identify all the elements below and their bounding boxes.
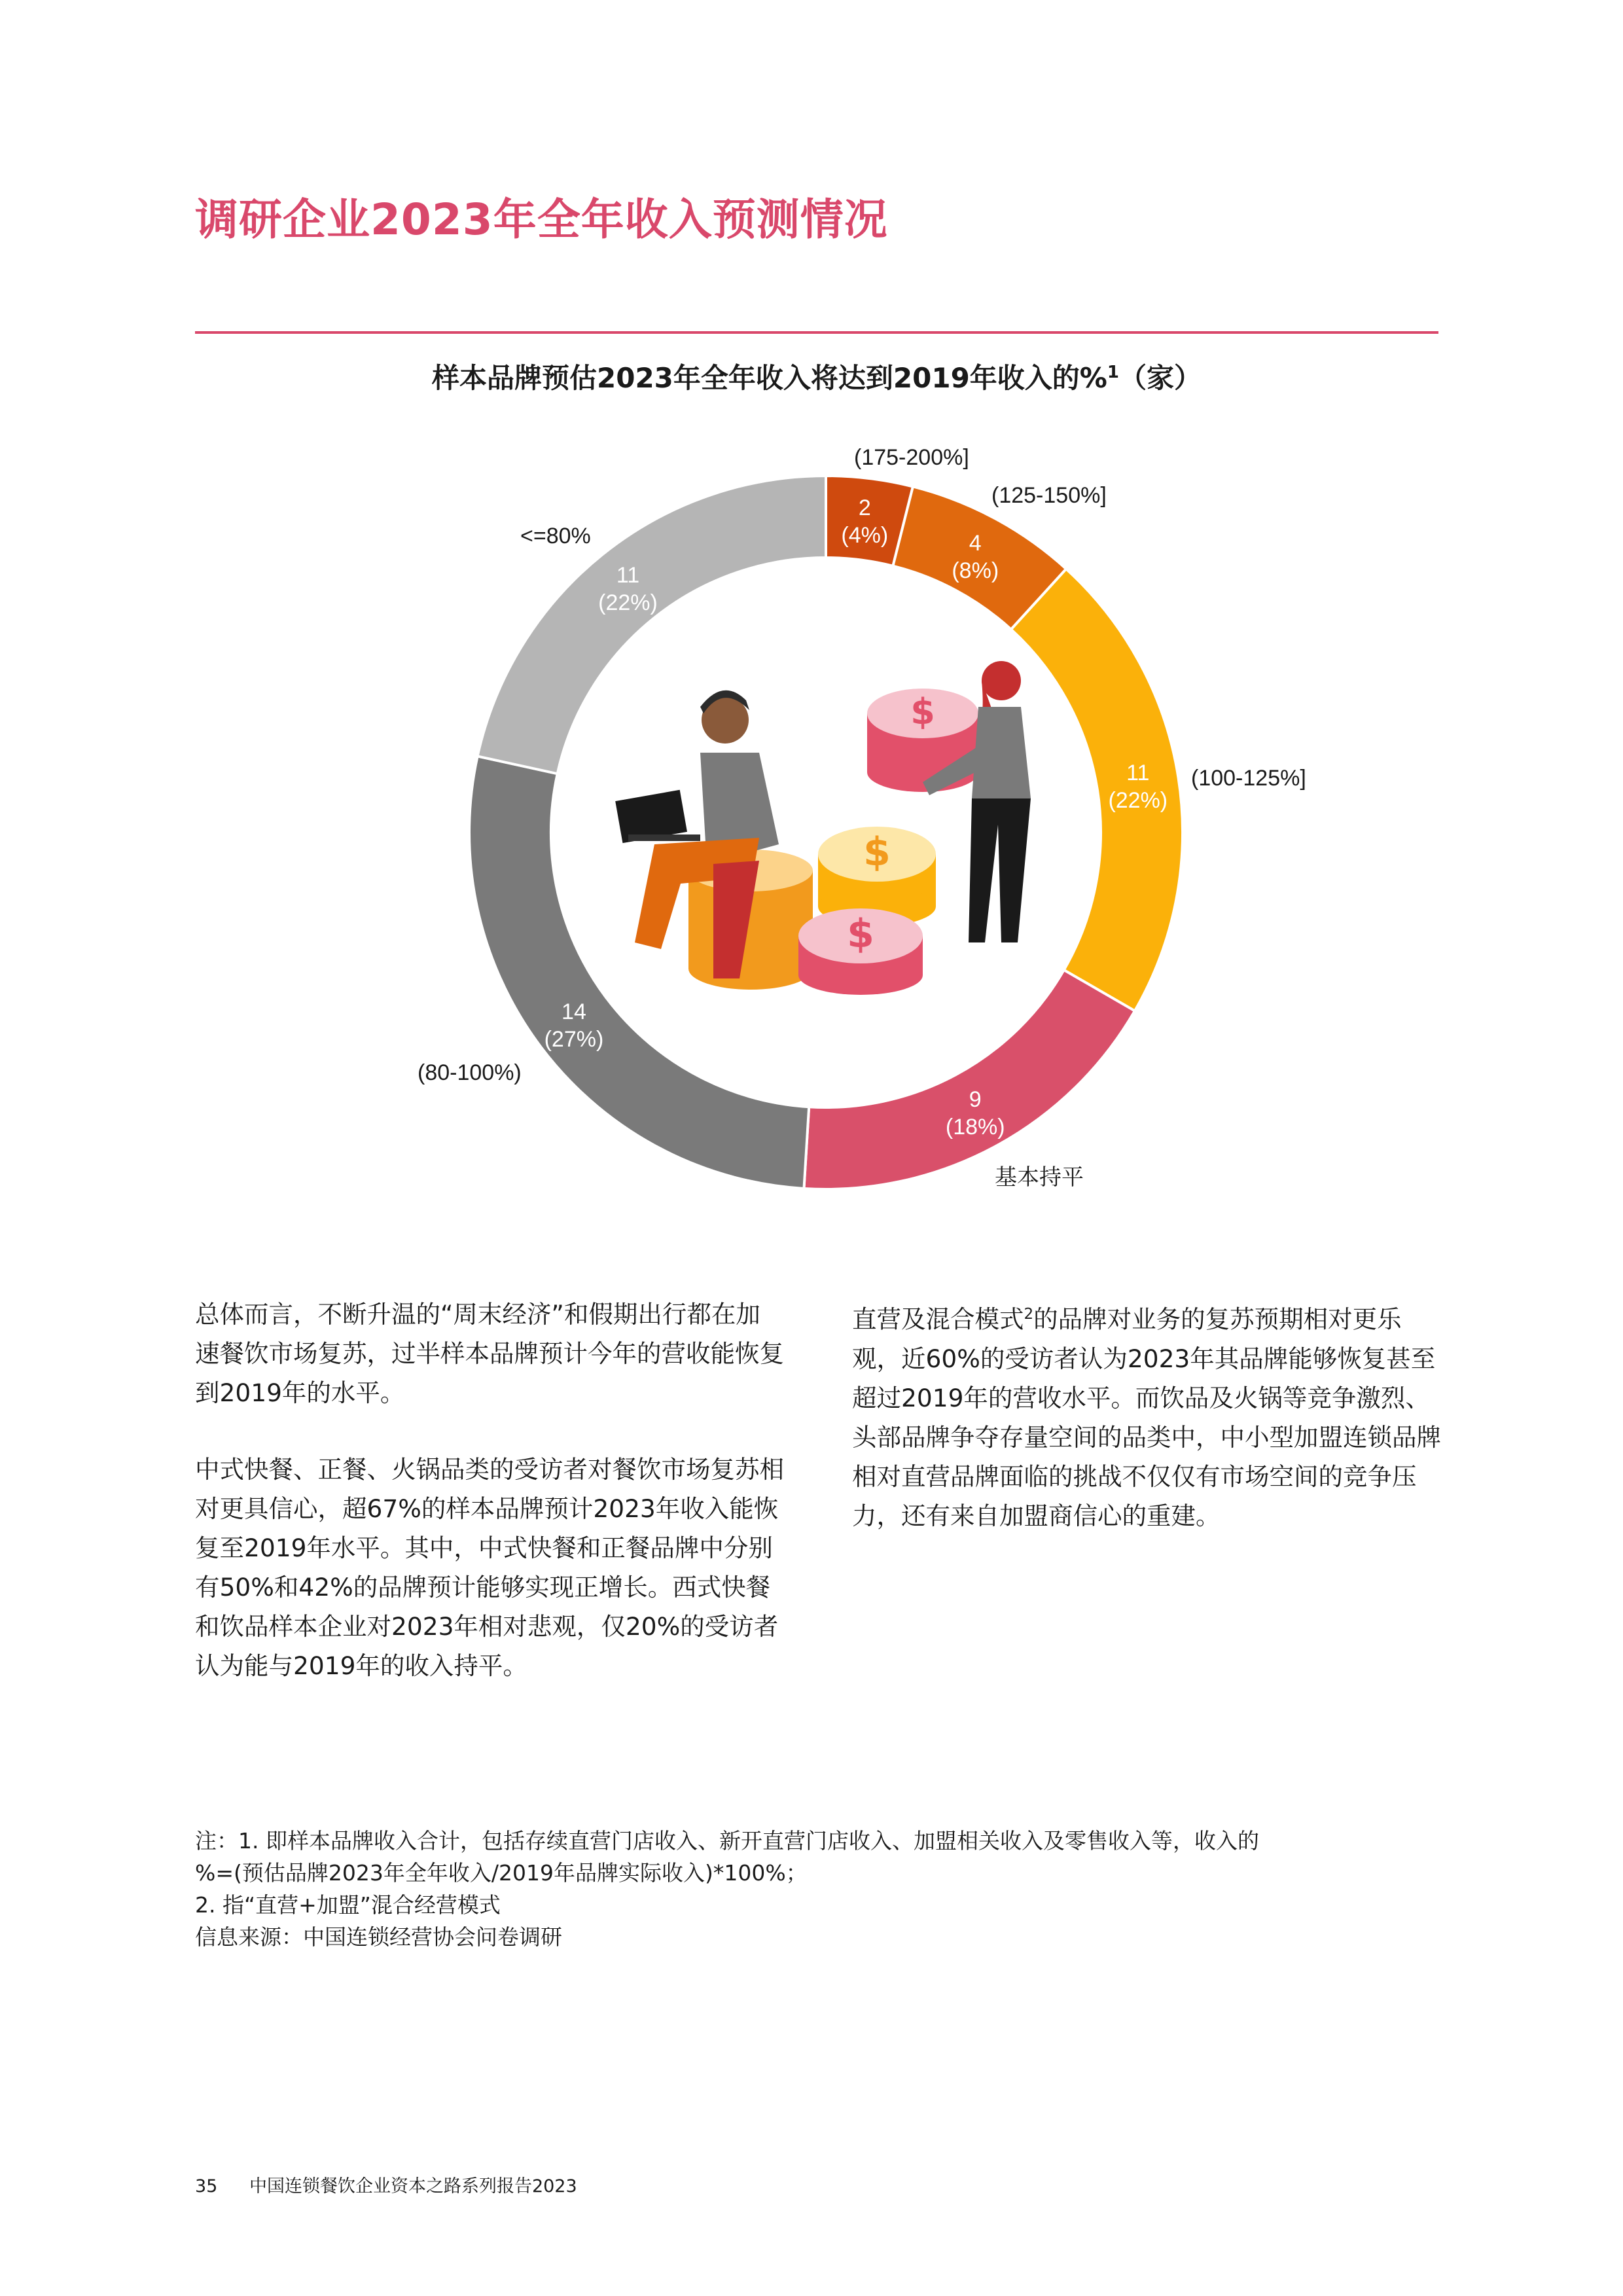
- page-footer: [195, 2172, 577, 2197]
- slice-category-label: (80-100%): [418, 1060, 522, 1085]
- slice-value-label: 4: [969, 530, 982, 556]
- slice-value-label: 9: [969, 1087, 982, 1113]
- slice-value-label: 14: [562, 999, 586, 1024]
- svg-text:$: $: [910, 691, 935, 732]
- slice-category-label: (100-125%]: [1191, 766, 1306, 791]
- footnote-line: %=(预估品牌2023年全年收入/2019年品牌实际收入)*100%；: [195, 1860, 808, 1886]
- slice-value-label: 2: [858, 495, 871, 521]
- slice-category-label: (125-150%]: [991, 483, 1107, 508]
- coin-stack-pink-front: [798, 908, 923, 995]
- slice-category-label: <=80%: [520, 524, 591, 548]
- chart-title-text: 样本品牌预估2023年全年收入将达到2019年收入的%: [432, 362, 1107, 394]
- footnote-line: 注：1. 即样本品牌收入合计，包括存续直营门店收入、新开直营门店收入、加盟相关收入及零售收入等，收入的: [195, 1828, 1259, 1854]
- donut-slice: [478, 476, 826, 774]
- slice-category-label: (175-200%]: [854, 445, 969, 470]
- slice-value-label: 11: [616, 563, 640, 588]
- body-right-column: [852, 1295, 1441, 1573]
- slice-percent-label: (22%): [1108, 787, 1168, 813]
- body-text: 的品牌对业务的复苏预期相对更乐观，近60%的受访者认为2023年其品牌能够恢复甚至超过2019年的营收水平。而饮品及火锅等竞争激烈、头部品牌争夺存量空间的品类中，中小型加盟连锁品牌相对直营品牌面临的挑战不仅仅有市场空间的竞争压力，还有来自加盟商信心的重建。: [852, 1304, 1441, 1530]
- svg-text:$: $: [847, 911, 874, 957]
- slice-percent-label: (8%): [952, 558, 999, 583]
- slice-category-label: 基本持平: [995, 1165, 1084, 1190]
- finance-illustration: [615, 661, 1031, 995]
- source-line: 信息来源：中国连锁经营协会问卷调研: [195, 1924, 562, 1950]
- footnote-mark: 2: [1024, 1306, 1034, 1323]
- chart-title-unit: （家）: [1118, 362, 1202, 394]
- body-paragraph: [852, 1295, 1441, 1535]
- report-name: 中国连锁餐饮企业资本之路系列报告2023: [249, 2176, 577, 2197]
- chart-title-footnote-mark: 1: [1107, 363, 1119, 382]
- slice-percent-label: (18%): [945, 1115, 1005, 1140]
- slice-percent-label: (27%): [544, 1026, 604, 1052]
- body-text: 直营及混合模式: [852, 1304, 1024, 1334]
- slice-percent-label: (22%): [598, 590, 658, 616]
- body-paragraph: 总体而言，不断升温的“周末经济”和假期出行都在加速餐饮市场复苏，过半样本品牌预计今年的营收能恢复到2019年的水平。: [195, 1300, 784, 1407]
- svg-text:$: $: [863, 829, 891, 875]
- body-paragraph: 中式快餐、正餐、火锅品类的受访者对餐饮市场复苏相对更具信心，超67%的样本品牌预计2023年收入能恢复至2019年水平。其中，中式快餐和正餐品牌中分别有50%和42%的品牌预计能够实现正增长。西式快餐和饮品样本企业对2023年相对悲观，仅20%的受访者认为能与2019年的收入持平。: [195, 1455, 784, 1680]
- slice-percent-label: (4%): [841, 523, 889, 548]
- donut-slice: [804, 970, 1135, 1189]
- donut-slices: [469, 476, 1183, 1189]
- page-number: 35: [195, 2176, 218, 2197]
- section-title: 调研企业2023年全年收入预测情况: [195, 194, 888, 245]
- slice-value-label: 11: [1126, 760, 1150, 785]
- body-left-column: [195, 1295, 784, 1723]
- footnote-line: 2. 指“直营+加盟”混合经营模式: [195, 1892, 501, 1918]
- footnotes: [195, 1825, 1452, 1953]
